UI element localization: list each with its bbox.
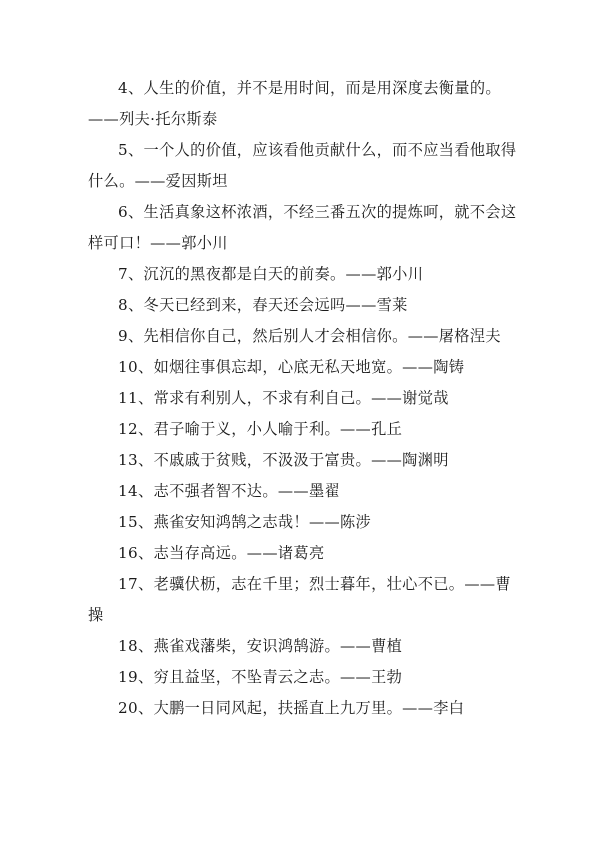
quote-item: 10、如烟往事俱忘却，心底无私天地宽。——陶铸 [118, 358, 465, 376]
quote-item: 15、燕雀安知鸿鹄之志哉！——陈涉 [118, 513, 372, 531]
quote-item: 14、志不强者智不达。——墨翟 [118, 482, 341, 500]
quote-item: 8、冬天已经到来，春天还会远吗——雪莱 [118, 296, 408, 314]
quote-item: 17、老骥伏枥，志在千里；烈士暮年，壮心不已。——曹操 [88, 575, 511, 624]
quote-item: 20、大鹏一日同风起，扶摇直上九万里。——李白 [118, 699, 465, 717]
quote-item: 12、君子喻于义，小人喻于利。——孔丘 [118, 420, 403, 438]
quote-item: 7、沉沉的黑夜都是白天的前奏。——郭小川 [118, 265, 424, 283]
quote-list [88, 73, 520, 724]
quote-item: 11、常求有利别人，不求有利自己。——谢觉哉 [118, 389, 449, 407]
quote-item: 4、人生的价值，并不是用时间，而是用深度去衡量的。——列夫·托尔斯泰 [88, 79, 501, 128]
quote-item: 19、穷且益坚，不坠青云之志。——王勃 [118, 668, 403, 686]
quote-item: 6、生活真象这杯浓酒，不经三番五次的提炼呵，就不会这样可口！——郭小川 [88, 203, 517, 252]
quote-item: 13、不戚戚于贫贱，不汲汲于富贵。——陶渊明 [118, 451, 449, 469]
quote-item: 18、燕雀戏藩柴，安识鸿鹄游。——曹植 [118, 637, 403, 655]
quote-item: 5、一个人的价值，应该看他贡献什么，而不应当看他取得什么。——爱因斯坦 [88, 141, 517, 190]
quote-item: 9、先相信你自己，然后别人才会相信你。——屠格涅夫 [118, 327, 501, 345]
quote-item: 16、志当存高远。——诸葛亮 [118, 544, 325, 562]
